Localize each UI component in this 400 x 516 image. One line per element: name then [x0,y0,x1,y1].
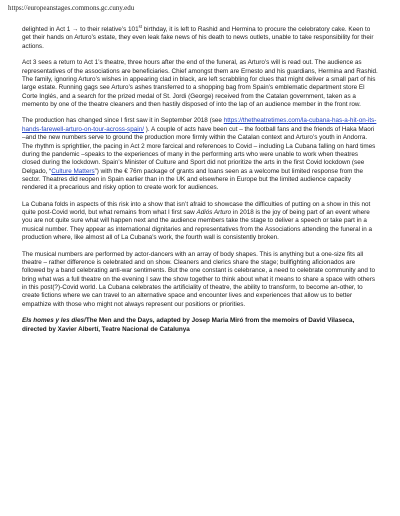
p4-text-c: in 2018 is the joy of being part of an event where you are not quite sure what will happen next and the audience members take the stage to deliver a speech or take part in a musical number. They appear as international dignitaries and representatives from the Associations attending the funeral in a production where, like almost all of La Cubana’s work, the fourth wall is consistently broken. [22,209,373,242]
header-url: https://europeanstages.commons.gc.cuny.edu [8,4,135,12]
paragraph-1 [22,23,378,51]
p3-text-c: ”) with the € 76m package of grants and loans seen as a welcome but limited response from the sector. Theatres did reopen in Spain earlier than in the UK and elsewhere in Europe but the limited audience capacity rendered it a precarious and risky option to create work for audiences. [22,167,363,192]
paragraph-3 [22,117,378,192]
p3-text-b: ). A couple of acts have been cut – the football fans and the friends of Haka Maori –and the new numbers serve to ground the production more firmly within the Catalan context and Arturo’s youth in Andorra. The rhythm is sprightlier, the pacing in Act 2 more farcical and references to Covid – including La Cubana falling on hard times during the pandemic –speaks to the experiences of many in the performing arts who were unable to work when theatres closed during the lockdown. Spain’s Minister of Culture and Sport did not prioritize the arts in the first Covid lockdown (see Delgado, “ [22,125,376,175]
theatre-times-link[interactable]: https://thetheatretimes.com/la-cubana-has-a-hit-on-its-hands-farewell-arturo-on-tour-across-spain/ [22,117,377,133]
credits-title: Els homes y les dies [22,317,85,325]
production-credits [22,317,378,334]
culture-matters-link[interactable]: Culture Matters [51,167,95,175]
p4-text-a: La Cubana folds in aspects of this risk into a show that isn’t afraid to showcase the difficulties of putting on a show in this not quite post-Covid world, but what remains from what I first saw [22,200,371,217]
show-title-italic: Adiós Arturo [196,209,232,217]
credits-rest: /The Men and the Days, adapted by Josep Maria Miró from the memoirs of David Vilaseca, directed by Xavier Albertí, Teatre Nacional de Catalunya [22,317,355,333]
p3-text-a: The production has changed since I first saw it in September 2018 (see [22,117,224,125]
ordinal-suffix: st [138,23,142,29]
paragraph-2: Act 3 sees a return to Act 1’s theatre, three hours after the end of the funeral, as Arturo’s will is read out. The audience as representatives of the associations are beneficiaries. Chief amongst them are Ernesto and his guardians, Hermina and Rashid. The family, ignoring Arturo’s wishes in appearing clad in black, are left scrabbling for clues that might deliver a small part of his large estate. Running gags see Arturo’s ashes transferred to a shopping bag from Spain’s emblematic department store El Corte Inglés, and a search for the prized medal of St. Jordi (George) received from the Catalan government, taken as a memento by one of the theatre cleaners and then hastily disposed of into the lap of an audience member in the front row. [22,59,378,108]
paragraph-5: The musical numbers are performed by actor-dancers with an array of body shapes. This is anything but a one-size fits all theatre – rather difference is celebrated and on show. Cleaners and clerics share the stage; bullfighting aficionados are followed by a band celebrating anti-war sentiments. But the one constant is celebrance, a need to celebrate community and to bring what was a full theatre on the evening I saw the show together to think about what it means to share a space with others in this post(?)-Covid world. La Cubana celebrates the artificiality of theatre, the ability to transform, to become an-other, to create fictions where we can travel to an alternative space and encounter lives and experiences that allow us to better empathize with those who might not always represent our positions or priorities. [22,250,375,308]
p1-text-a: delighted in Act 1 → to their relative’s 101 [22,26,139,33]
p1-text-c: birthday, it is left to Rashid and Hermina to procure the celebratory cake. Keen to get their hands on Arturo’s estate, they even leak fake news of his death to news outlets, unable to take responsibility for their actions. [22,26,374,50]
paragraph-4 [22,201,378,243]
